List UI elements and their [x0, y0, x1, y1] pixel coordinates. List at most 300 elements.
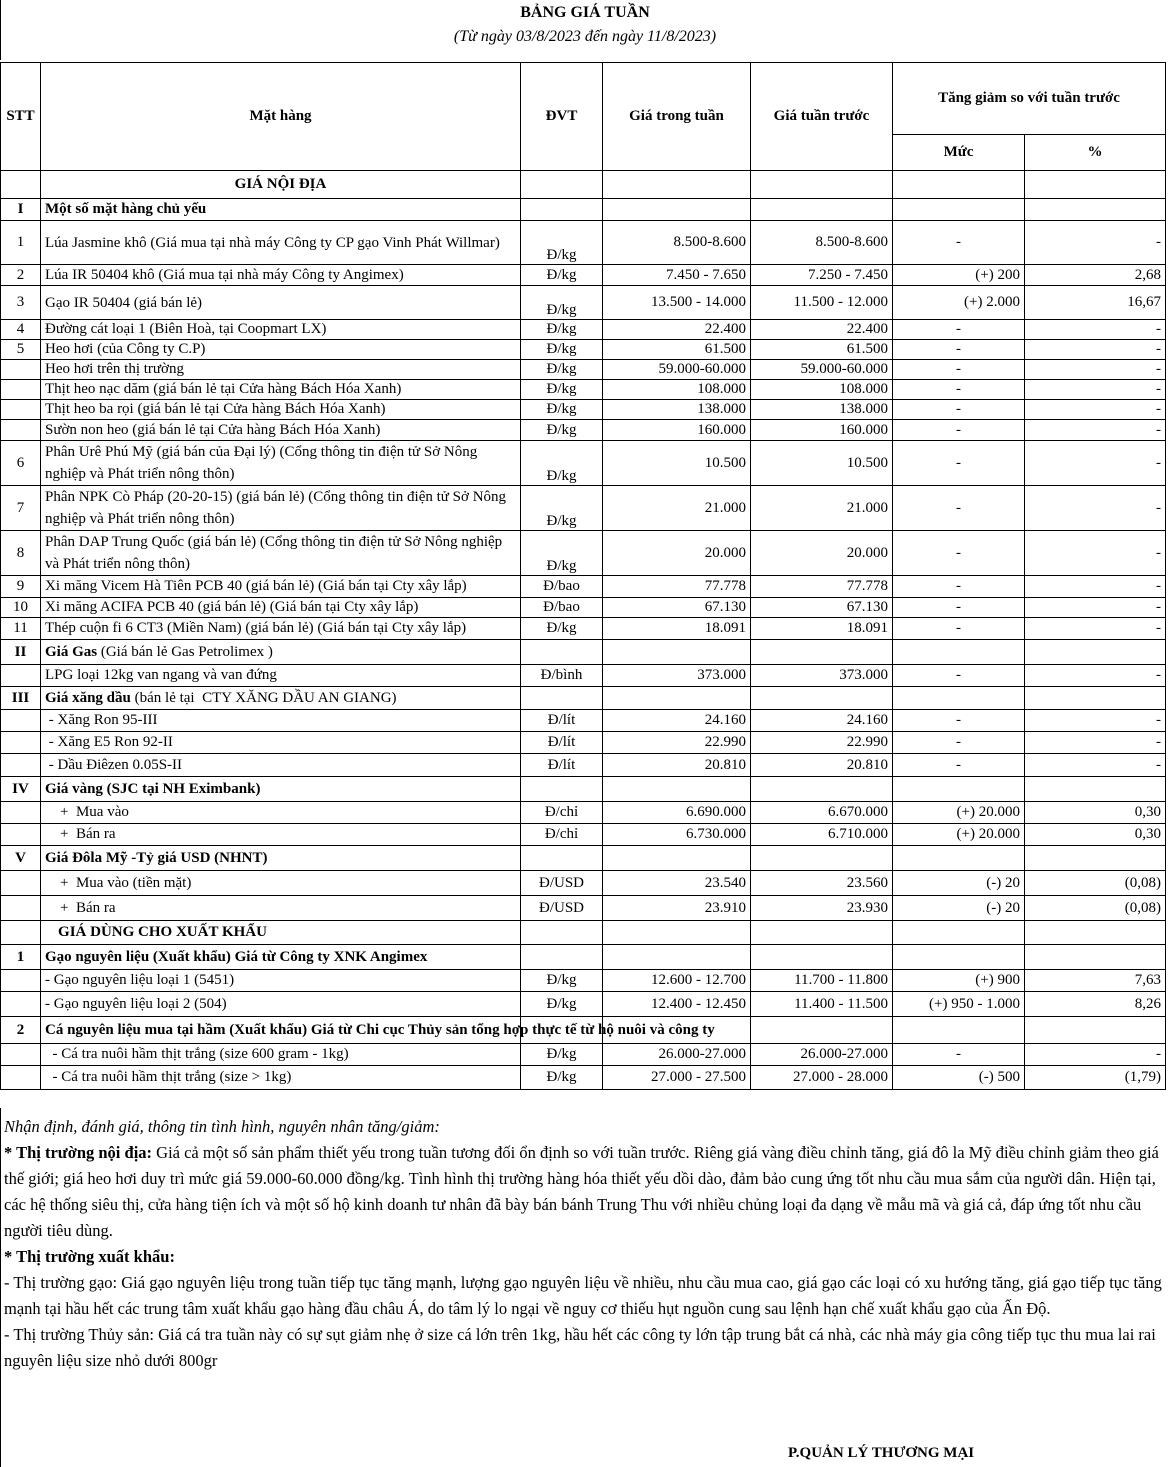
table-row [1, 380, 1166, 400]
row-item [41, 687, 521, 710]
row-change-percent: 2,68 [1025, 265, 1166, 286]
row-item [41, 846, 521, 871]
row-last-week [751, 199, 893, 221]
row-last-week: 21.000 [751, 486, 893, 531]
row-change-percent [1025, 846, 1166, 871]
row-item-bold: Giá vàng (SJC tại NH Eximbank) [45, 780, 261, 797]
table-row [1, 576, 1166, 598]
row-this-week: 22.400 [603, 320, 751, 340]
row-change-percent: 0,30 [1025, 802, 1166, 824]
section-row-export [1, 921, 1166, 945]
table-row [1, 340, 1166, 360]
row-stt: 4 [1, 320, 41, 340]
row-change-level: - [893, 400, 1025, 420]
row-unit [521, 640, 603, 665]
section-empty [603, 921, 751, 945]
row-item: Xi măng ACIFA PCB 40 (giá bán lẻ) (Giá bán tại Cty xây lắp) [41, 598, 521, 618]
row-this-week: 21.000 [603, 486, 751, 531]
row-stt: II [1, 640, 41, 665]
row-change-percent: - [1025, 221, 1166, 265]
row-last-week: 108.000 [751, 380, 893, 400]
row-last-week [751, 687, 893, 710]
row-item [41, 1017, 715, 1044]
notes-heading: Nhận định, đánh giá, thông tin tình hình, nguyên nhân tăng/giảm: [4, 1117, 440, 1136]
row-unit: Đ/kg [521, 618, 603, 640]
row-item: Lúa IR 50404 khô (Giá mua tại nhà máy Công ty Angimex) [41, 265, 521, 286]
section-empty [521, 921, 603, 945]
row-last-week: 59.000-60.000 [751, 360, 893, 380]
row-item: - Cá tra nuôi hầm thịt trắng (size > 1kg) [41, 1066, 521, 1090]
table-row [1, 945, 1166, 970]
row-this-week: 108.000 [603, 380, 751, 400]
row-item: - Gạo nguyên liệu loại 2 (504) [41, 992, 521, 1017]
row-this-week: 23.910 [603, 896, 751, 921]
row-this-week [603, 846, 751, 871]
row-change-level: (+) 2.000 [893, 286, 1025, 320]
row-this-week: 12.400 - 12.450 [603, 992, 751, 1017]
row-item [41, 945, 521, 970]
row-change-percent: 16,67 [1025, 286, 1166, 320]
header-unit: ĐVT [521, 63, 603, 171]
row-item-bold: Giá Gas [45, 643, 98, 660]
row-change-level [893, 640, 1025, 665]
row-this-week [603, 687, 751, 710]
row-change-percent: - [1025, 598, 1166, 618]
signature: P.QUẢN LÝ THƯƠNG MẠI [788, 1445, 975, 1461]
row-last-week: 6.670.000 [751, 802, 893, 824]
row-unit [521, 687, 603, 710]
row-stt: 7 [1, 486, 41, 531]
row-this-week: 10.500 [603, 441, 751, 486]
row-change-level [893, 199, 1025, 221]
row-item: Đường cát loại 1 (Biên Hoà, tại Coopmart LX) [41, 320, 521, 340]
row-this-week [603, 777, 751, 802]
table-row [1, 1066, 1166, 1090]
section-row-domestic [1, 171, 1166, 199]
row-item: Lúa Jasmine khô (Giá mua tại nhà máy Công ty CP gạo Vinh Phát Willmar) [41, 221, 521, 265]
row-stt [1, 420, 41, 441]
notes-domestic-label: * Thị trường nội địa: [4, 1143, 153, 1162]
row-this-week: 13.500 - 14.000 [603, 286, 751, 320]
row-change-level [893, 846, 1025, 871]
table-row [1, 1044, 1166, 1066]
row-change-percent [1025, 945, 1166, 970]
row-unit: Đ/kg [521, 441, 603, 486]
row-change-percent: 7,63 [1025, 970, 1166, 992]
row-change-level: - [893, 1044, 1025, 1066]
row-this-week: 20.000 [603, 531, 751, 576]
row-unit: Đ/kg [521, 970, 603, 992]
row-item-bold: Cá nguyên liệu mua tại hầm (Xuất khẩu) Giá từ Chi cục Thủy sản tổng hợp thực tế từ hộ nuôi và công ty [45, 1021, 715, 1038]
table-row [1, 992, 1166, 1017]
row-unit [521, 199, 603, 221]
row-stt [1, 710, 41, 732]
row-unit: Đ/kg [521, 286, 603, 320]
row-unit: Đ/kg [521, 992, 603, 1017]
row-item: - Gạo nguyên liệu loại 1 (5451) [41, 970, 521, 992]
table-row [1, 970, 1166, 992]
row-last-week [751, 945, 893, 970]
row-last-week: 22.990 [751, 732, 893, 754]
row-unit: Đ/bao [521, 576, 603, 598]
row-unit: Đ/kg [521, 221, 603, 265]
section-empty [1, 921, 41, 945]
row-stt: 8 [1, 531, 41, 576]
row-change-percent: (0,08) [1025, 896, 1166, 921]
row-unit: Đ/kg [521, 320, 603, 340]
row-change-level: - [893, 486, 1025, 531]
row-change-percent: - [1025, 710, 1166, 732]
row-last-week [751, 846, 893, 871]
row-change-level: - [893, 340, 1025, 360]
row-item: - Dầu Điêzen 0.05S-II [41, 754, 521, 777]
row-last-week: 11.700 - 11.800 [751, 970, 893, 992]
row-item-bold: Giá Đôla Mỹ -Tỷ giá USD (NHNT) [45, 849, 268, 866]
row-this-week: 6.690.000 [603, 802, 751, 824]
price-table [0, 62, 1166, 1090]
price-table-body [1, 171, 1166, 1090]
row-stt: 1 [1, 221, 41, 265]
row-this-week [603, 640, 751, 665]
row-unit: Đ/kg [521, 486, 603, 531]
row-change-percent: - [1025, 340, 1166, 360]
row-change-level: (+) 200 [893, 265, 1025, 286]
table-row [1, 400, 1166, 420]
row-item: - Cá tra nuôi hầm thịt trắng (size 600 gram - 1kg) [41, 1044, 521, 1066]
notes-section [4, 1114, 1164, 1374]
row-stt [1, 970, 41, 992]
row-stt [1, 1066, 41, 1090]
row-stt: 11 [1, 618, 41, 640]
row-this-week: 8.500-8.600 [603, 221, 751, 265]
row-change-level: - [893, 754, 1025, 777]
row-this-week: 59.000-60.000 [603, 360, 751, 380]
header-stt: STT [1, 63, 41, 171]
header-percent: % [1025, 135, 1166, 171]
row-change-percent: - [1025, 320, 1166, 340]
row-item: - Xăng Ron 95-III [41, 710, 521, 732]
row-change-level [893, 1017, 1025, 1044]
table-row [1, 618, 1166, 640]
row-unit: Đ/chỉ [521, 824, 603, 846]
row-unit: Đ/chỉ [521, 802, 603, 824]
table-row [1, 486, 1166, 531]
page-border-left [0, 1108, 1, 1467]
row-change-level: - [893, 360, 1025, 380]
row-change-percent: - [1025, 665, 1166, 687]
row-item: Thịt heo nạc dăm (giá bán lẻ tại Cửa hàng Bách Hóa Xanh) [41, 380, 521, 400]
row-stt: 9 [1, 576, 41, 598]
header-this-week: Giá trong tuần [603, 63, 751, 171]
row-item: Gạo IR 50404 (giá bán lẻ) [41, 286, 521, 320]
row-last-week: 7.250 - 7.450 [751, 265, 893, 286]
row-last-week: 26.000-27.000 [751, 1044, 893, 1066]
row-unit: Đ/kg [521, 340, 603, 360]
row-change-percent: 0,30 [1025, 824, 1166, 846]
row-change-level: (+) 900 [893, 970, 1025, 992]
row-unit: Đ/lít [521, 710, 603, 732]
row-item: + Bán ra [41, 896, 521, 921]
row-change-percent: - [1025, 380, 1166, 400]
row-this-week: 18.091 [603, 618, 751, 640]
header-change: Tăng giảm so với tuần trước [893, 63, 1166, 135]
table-row [1, 360, 1166, 380]
row-this-week: 26.000-27.000 [603, 1044, 751, 1066]
row-stt [1, 896, 41, 921]
row-change-level: - [893, 710, 1025, 732]
row-last-week: 23.930 [751, 896, 893, 921]
row-this-week: 22.990 [603, 732, 751, 754]
report-date-range: (Từ ngày 03/8/2023 đến ngày 11/8/2023) [453, 28, 717, 45]
row-change-percent [1025, 199, 1166, 221]
row-item: Phân DAP Trung Quốc (giá bán lẻ) (Cổng thông tin điện tử Sở Nông nghiệp và Phát triển nông thôn) [41, 531, 521, 576]
row-change-level [893, 945, 1025, 970]
section-empty [751, 921, 893, 945]
row-unit: Đ/USD [521, 896, 603, 921]
section-title-domestic: GIÁ NỘI ĐỊA [41, 171, 521, 199]
row-change-level: - [893, 576, 1025, 598]
table-row [1, 598, 1166, 618]
table-row [1, 802, 1166, 824]
row-stt [1, 802, 41, 824]
row-item: Một số mặt hàng chủ yếu [41, 199, 521, 221]
row-last-week: 6.710.000 [751, 824, 893, 846]
row-stt [1, 754, 41, 777]
row-this-week [603, 945, 751, 970]
row-stt [1, 380, 41, 400]
table-row [1, 199, 1166, 221]
row-change-percent: - [1025, 618, 1166, 640]
row-change-percent [1025, 687, 1166, 710]
row-item: + Bán ra [41, 824, 521, 846]
row-item: Thịt heo ba rọi (giá bán lẻ tại Cửa hàng Bách Hóa Xanh) [41, 400, 521, 420]
row-change-percent: - [1025, 441, 1166, 486]
table-row [1, 871, 1166, 896]
row-this-week: 24.160 [603, 710, 751, 732]
row-item: Xi măng Vicem Hà Tiên PCB 40 (giá bán lẻ) (Giá bán tại Cty xây lắp) [41, 576, 521, 598]
row-last-week: 18.091 [751, 618, 893, 640]
row-change-level: - [893, 618, 1025, 640]
report-title: BẢNG GIÁ TUẦN [520, 4, 650, 21]
row-last-week: 11.400 - 11.500 [751, 992, 893, 1017]
row-stt: 1 [1, 945, 41, 970]
row-unit: Đ/bao [521, 598, 603, 618]
row-change-level [893, 777, 1025, 802]
row-change-level: (+) 20.000 [893, 824, 1025, 846]
table-row [1, 420, 1166, 441]
row-stt [1, 871, 41, 896]
table-row [1, 896, 1166, 921]
row-change-level [893, 687, 1025, 710]
section-empty [1025, 921, 1166, 945]
row-item [41, 640, 521, 665]
row-item: - Xăng E5 Ron 92-II [41, 732, 521, 754]
row-last-week [751, 1017, 893, 1044]
row-this-week: 138.000 [603, 400, 751, 420]
header-level: Mức [893, 135, 1025, 171]
section-title-export: GIÁ DÙNG CHO XUẤT KHẨU [41, 921, 521, 945]
row-change-percent: - [1025, 486, 1166, 531]
row-change-percent: - [1025, 732, 1166, 754]
table-row [1, 754, 1166, 777]
row-change-percent: - [1025, 400, 1166, 420]
row-unit: Đ/kg [521, 400, 603, 420]
row-last-week: 27.000 - 28.000 [751, 1066, 893, 1090]
row-last-week: 23.560 [751, 871, 893, 896]
row-last-week: 160.000 [751, 420, 893, 441]
notes-fish: - Thị trường Thủy sản: Giá cá tra tuần này có sự sụt giảm nhẹ ở size cá lớn trên 1kg, hầu hết các công ty lớn tập trung bắt cá nhà, các nhà máy gia công tiếp tục thu mua lai rai nguyên liệu size nhỏ dưới 800gr [4, 1325, 1156, 1370]
row-item-bold: Giá xăng dầu [45, 689, 131, 706]
row-item: Phân NPK Cò Pháp (20-20-15) (giá bán lẻ) (Cổng thông tin điện tử Sở Nông nghiệp và Phát triển nông thôn) [41, 486, 521, 531]
table-row [1, 710, 1166, 732]
row-last-week: 20.000 [751, 531, 893, 576]
table-row [1, 846, 1166, 871]
row-stt [1, 400, 41, 420]
row-change-percent [1025, 777, 1166, 802]
table-row [1, 531, 1166, 576]
table-row [1, 824, 1166, 846]
row-last-week: 24.160 [751, 710, 893, 732]
row-change-level: - [893, 441, 1025, 486]
row-change-level: (-) 500 [893, 1066, 1025, 1090]
row-stt [1, 360, 41, 380]
row-stt: 6 [1, 441, 41, 486]
row-unit: Đ/kg [521, 1044, 603, 1066]
row-this-week [603, 199, 751, 221]
row-unit [521, 846, 603, 871]
row-change-percent: - [1025, 531, 1166, 576]
row-change-percent: - [1025, 1044, 1166, 1066]
row-last-week: 67.130 [751, 598, 893, 618]
row-last-week [751, 777, 893, 802]
row-last-week: 61.500 [751, 340, 893, 360]
table-row [1, 1017, 1166, 1044]
row-change-percent: - [1025, 754, 1166, 777]
row-this-week: 20.810 [603, 754, 751, 777]
row-unit: Đ/kg [521, 360, 603, 380]
row-item-note: (bán lẻ tại CTY XĂNG DẦU AN GIANG) [130, 689, 397, 706]
row-stt: 3 [1, 286, 41, 320]
table-row [1, 221, 1166, 265]
header-item: Mặt hàng [41, 63, 521, 171]
notes-export-label: * Thị trường xuất khẩu: [4, 1247, 175, 1266]
row-change-level: - [893, 598, 1025, 618]
table-row [1, 732, 1166, 754]
row-change-level: - [893, 420, 1025, 441]
table-row [1, 286, 1166, 320]
row-unit: Đ/USD [521, 871, 603, 896]
notes-domestic-text: Giá cả một số sản phẩm thiết yếu trong tuần tương đối ổn định so với tuần trước. Riêng giá vàng điều chỉnh tăng, giá đô la Mỹ điều chỉnh giảm theo giá thế giới; giá heo hơi duy trì mức giá 59.000-60.000 đồng/kg. Tình hình thị trường hàng hóa thiết yếu dồi dào, đảm bảo cung ứng tốt nhu cầu mua sắm của người dân. Hiện tại, các hệ thống siêu thị, cửa hàng tiện ích và một số hộ kinh doanh tư nhân đã bày bán bánh Trung Thu với nhiều chủng loại đa dạng về mẫu mã và giá cả, đáp ứng tốt nhu cầu người tiêu dùng. [4, 1143, 1159, 1240]
table-row [1, 265, 1166, 286]
row-item: Phân Urê Phú Mỹ (giá bán của Đại lý) (Cổng thông tin điện tử Sở Nông nghiệp và Phát triển nông thôn) [41, 441, 521, 486]
row-change-percent [1025, 640, 1166, 665]
row-change-percent: - [1025, 576, 1166, 598]
row-item: + Mua vào [41, 802, 521, 824]
row-stt: I [1, 199, 41, 221]
row-last-week: 373.000 [751, 665, 893, 687]
table-row [1, 320, 1166, 340]
row-stt [1, 1044, 41, 1066]
row-last-week: 11.500 - 12.000 [751, 286, 893, 320]
row-item: Heo hơi trên thị trường [41, 360, 521, 380]
row-this-week: 7.450 - 7.650 [603, 265, 751, 286]
row-change-level: - [893, 531, 1025, 576]
row-item: LPG loại 12kg van ngang và van đứng [41, 665, 521, 687]
row-unit: Đ/kg [521, 531, 603, 576]
row-change-level: - [893, 221, 1025, 265]
row-change-percent: - [1025, 360, 1166, 380]
row-item [41, 777, 521, 802]
row-this-week: 160.000 [603, 420, 751, 441]
notes-domestic [4, 1140, 1164, 1244]
row-this-week: 6.730.000 [603, 824, 751, 846]
row-change-level: (-) 20 [893, 896, 1025, 921]
row-last-week: 8.500-8.600 [751, 221, 893, 265]
row-this-week: 373.000 [603, 665, 751, 687]
section-empty [893, 921, 1025, 945]
row-unit: Đ/kg [521, 420, 603, 441]
row-stt: 10 [1, 598, 41, 618]
row-stt [1, 732, 41, 754]
row-unit: Đ/kg [521, 380, 603, 400]
row-this-week: 67.130 [603, 598, 751, 618]
row-last-week: 20.810 [751, 754, 893, 777]
row-change-percent: (1,79) [1025, 1066, 1166, 1090]
row-unit: Đ/bình [521, 665, 603, 687]
row-last-week: 10.500 [751, 441, 893, 486]
row-unit: Đ/lít [521, 754, 603, 777]
row-stt: III [1, 687, 41, 710]
table-row [1, 687, 1166, 710]
table-row [1, 441, 1166, 486]
row-last-week: 77.778 [751, 576, 893, 598]
notes-rice: - Thị trường gạo: Giá gạo nguyên liệu trong tuần tiếp tục tăng mạnh, lượng gạo nguyên liệu về nhiều, nhu cầu mua cao, giá gạo các loại có xu hướng tăng, giá gạo tiếp tục tăng mạnh tại hầu hết các trung tâm xuất khẩu gạo hàng đầu châu Á, do tâm lý lo ngại về nguy cơ thiếu hụt nguồn cung sau lệnh hạn chế xuất khẩu gạo của Ấn Độ. [4, 1273, 1162, 1318]
row-change-level: - [893, 732, 1025, 754]
row-stt: V [1, 846, 41, 871]
row-change-level: (+) 950 - 1.000 [893, 992, 1025, 1017]
table-row [1, 640, 1166, 665]
row-item-note: (Giá bán lẻ Gas Petrolimex ) [97, 643, 273, 660]
row-change-percent: - [1025, 420, 1166, 441]
row-unit: Đ/kg [521, 1066, 603, 1090]
header-last-week: Giá tuần trước [751, 63, 893, 171]
row-last-week: 22.400 [751, 320, 893, 340]
row-stt [1, 665, 41, 687]
table-row [1, 777, 1166, 802]
row-unit: Đ/kg [521, 265, 603, 286]
row-this-week: 12.600 - 12.700 [603, 970, 751, 992]
row-unit [521, 945, 603, 970]
row-change-level: - [893, 380, 1025, 400]
row-stt: 2 [1, 265, 41, 286]
report-header [0, 0, 1168, 60]
row-change-percent: 8,26 [1025, 992, 1166, 1017]
row-item: + Mua vào (tiền mặt) [41, 871, 521, 896]
row-change-level: (-) 20 [893, 871, 1025, 896]
row-stt [1, 992, 41, 1017]
row-change-percent [1025, 1017, 1166, 1044]
row-change-level: - [893, 665, 1025, 687]
row-item: Sườn non heo (giá bán lẻ tại Cửa hàng Bách Hóa Xanh) [41, 420, 521, 441]
row-this-week: 61.500 [603, 340, 751, 360]
row-change-level: (+) 20.000 [893, 802, 1025, 824]
row-last-week [751, 640, 893, 665]
row-item-bold: Gạo nguyên liệu (Xuất khẩu) Giá từ Công ty XNK Angimex [45, 948, 428, 965]
row-item: Thép cuộn fi 6 CT3 (Miền Nam) (giá bán lẻ) (Giá bán tại Cty xây lắp) [41, 618, 521, 640]
row-change-level: - [893, 320, 1025, 340]
row-this-week: 23.540 [603, 871, 751, 896]
row-stt [1, 824, 41, 846]
